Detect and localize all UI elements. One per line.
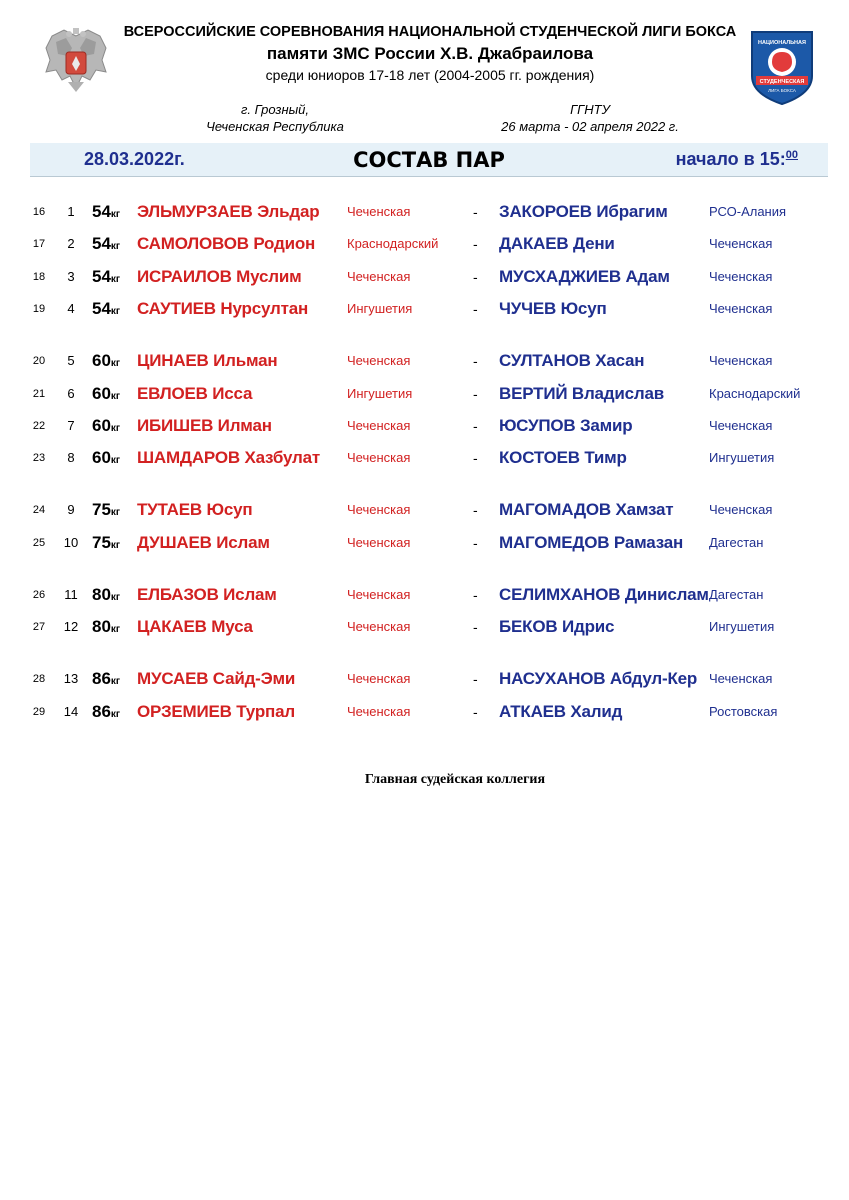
- versus-dash: -: [473, 353, 478, 369]
- versus-dash: -: [473, 587, 478, 603]
- weight-class: [92, 530, 120, 559]
- blue-corner-region: Чеченская: [709, 418, 773, 433]
- red-corner-region: Чеченская: [347, 269, 411, 284]
- weight-unit: кг: [110, 507, 121, 518]
- weight-class: [92, 199, 120, 228]
- pair-number: 14: [63, 704, 79, 719]
- weight-unit: кг: [110, 709, 121, 720]
- pair-number: 7: [67, 418, 75, 433]
- weight-value: 80: [92, 585, 111, 604]
- red-corner-region: Краснодарский: [347, 236, 439, 251]
- weight-class: [92, 296, 120, 325]
- age-group: среди юниоров 17-18 лет (2004-2005 гг. рождения): [265, 67, 595, 83]
- judges-panel: Главная судейская коллегия: [364, 772, 546, 787]
- blue-corner-boxer: МАГОМАДОВ Хамзат: [499, 500, 674, 519]
- weight-value: 54: [92, 299, 111, 318]
- weight-class: [92, 264, 120, 293]
- blue-corner-boxer: СЕЛИМХАНОВ Динислам: [499, 585, 709, 604]
- pair-number: 6: [67, 386, 75, 401]
- versus-dash: -: [473, 301, 478, 317]
- pair-number: 10: [63, 535, 79, 550]
- weight-unit: кг: [110, 676, 121, 687]
- bout-row: [0, 445, 849, 471]
- weight-class: [92, 445, 120, 474]
- weight-value: 86: [92, 669, 111, 688]
- logo-line3: ЛИГА БОКСА: [768, 88, 796, 93]
- weight-class: [92, 413, 120, 442]
- pair-number: 11: [64, 587, 78, 602]
- weight-class: [92, 231, 120, 260]
- versus-dash: -: [473, 535, 478, 551]
- red-corner-region: Чеченская: [347, 204, 411, 219]
- bout-number: 19: [32, 303, 46, 315]
- versus-dash: -: [473, 704, 478, 720]
- red-corner-boxer: ЦАКАЕВ Муса: [137, 617, 253, 636]
- red-corner-region: Чеченская: [347, 619, 411, 634]
- bout-number: 28: [32, 673, 46, 685]
- bout-row: [0, 231, 849, 257]
- bout-number: 22: [32, 420, 46, 432]
- competition-title: ВСЕРОССИЙСКИЕ СОРЕВНОВАНИЯ НАЦИОНАЛЬНОЙ СТУДЕНЧЕСКОЙ ЛИГИ БОКСА: [123, 24, 737, 40]
- event-dates: 26 марта - 02 апреля 2022 г.: [501, 119, 679, 134]
- blue-corner-region: РСО-Алания: [709, 204, 787, 219]
- red-corner-boxer: ИБИШЕВ Илман: [137, 416, 272, 435]
- blue-corner-boxer: ВЕРТИЙ Владислав: [499, 384, 665, 403]
- pair-number: 9: [67, 502, 75, 517]
- coat-of-arms-icon: [42, 26, 110, 96]
- blue-corner-region: Чеченская: [709, 269, 773, 284]
- pair-number: 4: [67, 301, 75, 316]
- bout-number: 27: [32, 621, 46, 633]
- bout-number: 24: [32, 504, 46, 516]
- bout-number: 16: [32, 206, 46, 218]
- blue-corner-boxer: ЧУЧЕВ Юсуп: [499, 299, 607, 318]
- bout-row: [0, 699, 849, 725]
- red-corner-boxer: ИСРАИЛОВ Муслим: [137, 267, 302, 286]
- start-minutes: 00: [785, 149, 798, 161]
- bout-number: 29: [32, 706, 46, 718]
- versus-dash: -: [473, 269, 478, 285]
- red-corner-boxer: ТУТАЕВ Юсуп: [137, 500, 253, 519]
- pair-number: 1: [67, 204, 75, 219]
- venue: ГГНТУ: [570, 102, 610, 117]
- red-corner-boxer: ДУШАЕВ Ислам: [137, 533, 270, 552]
- weight-value: 80: [92, 617, 111, 636]
- versus-dash: -: [473, 502, 478, 518]
- logo-line2: СТУДЕНЧЕСКАЯ: [759, 79, 805, 85]
- weight-class: [92, 666, 120, 695]
- location: [180, 101, 370, 135]
- weight-class: [92, 582, 120, 611]
- blue-corner-boxer: ЗАКОРОЕВ Ибрагим: [499, 202, 668, 221]
- blue-corner-region: Чеченская: [709, 301, 773, 316]
- red-corner-region: Чеченская: [347, 704, 411, 719]
- red-corner-region: Чеченская: [347, 535, 411, 550]
- bout-number: 18: [32, 271, 46, 283]
- pair-number: 3: [67, 269, 75, 284]
- weight-value: 60: [92, 448, 111, 467]
- pair-number: 12: [63, 619, 79, 634]
- weight-unit: кг: [110, 540, 121, 551]
- venue-dates: [480, 101, 700, 135]
- red-corner-region: Чеченская: [347, 671, 411, 686]
- red-corner-boxer: ШАМДАРОВ Хазбулат: [137, 448, 320, 467]
- blue-corner-boxer: НАСУХАНОВ Абдул-Кер: [499, 669, 698, 688]
- weight-class: [92, 614, 120, 643]
- region: Чеченская Республика: [206, 119, 344, 134]
- weight-class: [92, 381, 120, 410]
- bout-row: [0, 614, 849, 640]
- bout-row: [0, 666, 849, 692]
- start-label: начало в 15:: [675, 149, 786, 169]
- red-corner-region: Чеченская: [347, 418, 411, 433]
- weight-unit: кг: [110, 455, 121, 466]
- bout-number: 25: [32, 537, 46, 549]
- city: г. Грозный,: [240, 102, 310, 117]
- weight-value: 60: [92, 416, 111, 435]
- weight-value: 60: [92, 351, 111, 370]
- blue-corner-region: Чеченская: [709, 353, 773, 368]
- weight-value: 75: [92, 533, 111, 552]
- blue-corner-region: Дагестан: [709, 535, 764, 550]
- blue-corner-boxer: АТКАЕВ Халид: [499, 702, 623, 721]
- pair-number: 13: [63, 671, 79, 686]
- pair-number: 2: [67, 236, 75, 251]
- bout-row: [0, 530, 849, 556]
- blue-corner-boxer: КОСТОЕВ Тимр: [499, 448, 627, 467]
- bout-row: [0, 582, 849, 608]
- blue-corner-region: Чеченская: [709, 502, 773, 517]
- versus-dash: -: [473, 204, 478, 220]
- red-corner-boxer: ЕВЛОЕВ Исса: [137, 384, 253, 403]
- bout-row: [0, 199, 849, 225]
- page-title: СОСТАВ ПАР: [353, 148, 505, 172]
- red-corner-region: Ингушетия: [347, 301, 413, 316]
- red-corner-boxer: ОРЗЕМИЕВ Турпал: [137, 702, 295, 721]
- bout-row: [0, 264, 849, 290]
- weight-unit: кг: [110, 624, 121, 635]
- weight-class: [92, 699, 120, 728]
- blue-corner-region: Ингушетия: [709, 450, 775, 465]
- blue-corner-region: Краснодарский: [709, 386, 801, 401]
- versus-dash: -: [473, 619, 478, 635]
- pair-number: 5: [67, 353, 75, 368]
- bout-row: [0, 348, 849, 374]
- blue-corner-boxer: БЕКОВ Идрис: [499, 617, 615, 636]
- bout-row: [0, 296, 849, 322]
- weight-unit: кг: [110, 209, 121, 220]
- red-corner-region: Ингушетия: [347, 386, 413, 401]
- league-logo: [748, 28, 816, 106]
- blue-corner-boxer: ЮСУПОВ Замир: [499, 416, 633, 435]
- blue-corner-region: Чеченская: [709, 236, 773, 251]
- schedule-bar: [30, 143, 828, 177]
- bout-row: [0, 497, 849, 523]
- versus-dash: -: [473, 671, 478, 687]
- red-corner-region: Чеченская: [347, 502, 411, 517]
- red-corner-region: Чеченская: [347, 353, 411, 368]
- weight-value: 54: [92, 234, 111, 253]
- weight-unit: кг: [110, 306, 121, 317]
- bout-number: 26: [32, 589, 46, 601]
- start-time: [676, 149, 798, 170]
- weight-value: 54: [92, 267, 111, 286]
- bout-number: 23: [32, 452, 46, 464]
- weight-class: [92, 497, 120, 526]
- red-corner-boxer: ЭЛЬМУРЗАЕВ Эльдар: [137, 202, 320, 221]
- bout-row: [0, 381, 849, 407]
- blue-corner-boxer: СУЛТАНОВ Хасан: [499, 351, 645, 370]
- red-corner-boxer: САУТИЕВ Нурсултан: [137, 299, 309, 318]
- logo-line1: НАЦИОНАЛЬНАЯ: [758, 40, 806, 46]
- weight-unit: кг: [110, 423, 121, 434]
- bout-number: 21: [32, 388, 46, 400]
- bout-date: 28.03.2022г.: [84, 149, 185, 169]
- versus-dash: -: [473, 236, 478, 252]
- blue-corner-region: Чеченская: [709, 671, 773, 686]
- red-corner-boxer: САМОЛОВОВ Родион: [137, 234, 316, 253]
- weight-value: 54: [92, 202, 111, 221]
- weight-unit: кг: [110, 274, 121, 285]
- weight-value: 75: [92, 500, 111, 519]
- bout-number: 17: [32, 238, 46, 250]
- weight-unit: кг: [110, 241, 121, 252]
- red-corner-region: Чеченская: [347, 587, 411, 602]
- weight-unit: кг: [110, 358, 121, 369]
- versus-dash: -: [473, 450, 478, 466]
- weight-value: 86: [92, 702, 111, 721]
- weight-unit: кг: [110, 592, 121, 603]
- bout-number: 20: [32, 355, 46, 367]
- versus-dash: -: [473, 418, 478, 434]
- pair-number: 8: [67, 450, 75, 465]
- blue-corner-boxer: МАГОМЕДОВ Рамазан: [499, 533, 684, 552]
- red-corner-boxer: ЕЛБАЗОВ Ислам: [137, 585, 277, 604]
- memorial-subtitle: памяти ЗМС России Х.В. Джабраилова: [266, 44, 594, 63]
- weight-unit: кг: [110, 391, 121, 402]
- weight-value: 60: [92, 384, 111, 403]
- red-corner-region: Чеченская: [347, 450, 411, 465]
- red-corner-boxer: МУСАЕВ Сайд-Эми: [137, 669, 296, 688]
- blue-corner-region: Дагестан: [709, 587, 764, 602]
- bout-row: [0, 413, 849, 439]
- red-corner-boxer: ЦИНАЕВ Ильман: [137, 351, 278, 370]
- blue-corner-region: Ингушетия: [709, 619, 775, 634]
- weight-class: [92, 348, 120, 377]
- blue-corner-boxer: ДАКАЕВ Дени: [499, 234, 615, 253]
- versus-dash: -: [473, 386, 478, 402]
- blue-corner-boxer: МУСХАДЖИЕВ Адам: [499, 267, 670, 286]
- blue-corner-region: Ростовская: [709, 704, 778, 719]
